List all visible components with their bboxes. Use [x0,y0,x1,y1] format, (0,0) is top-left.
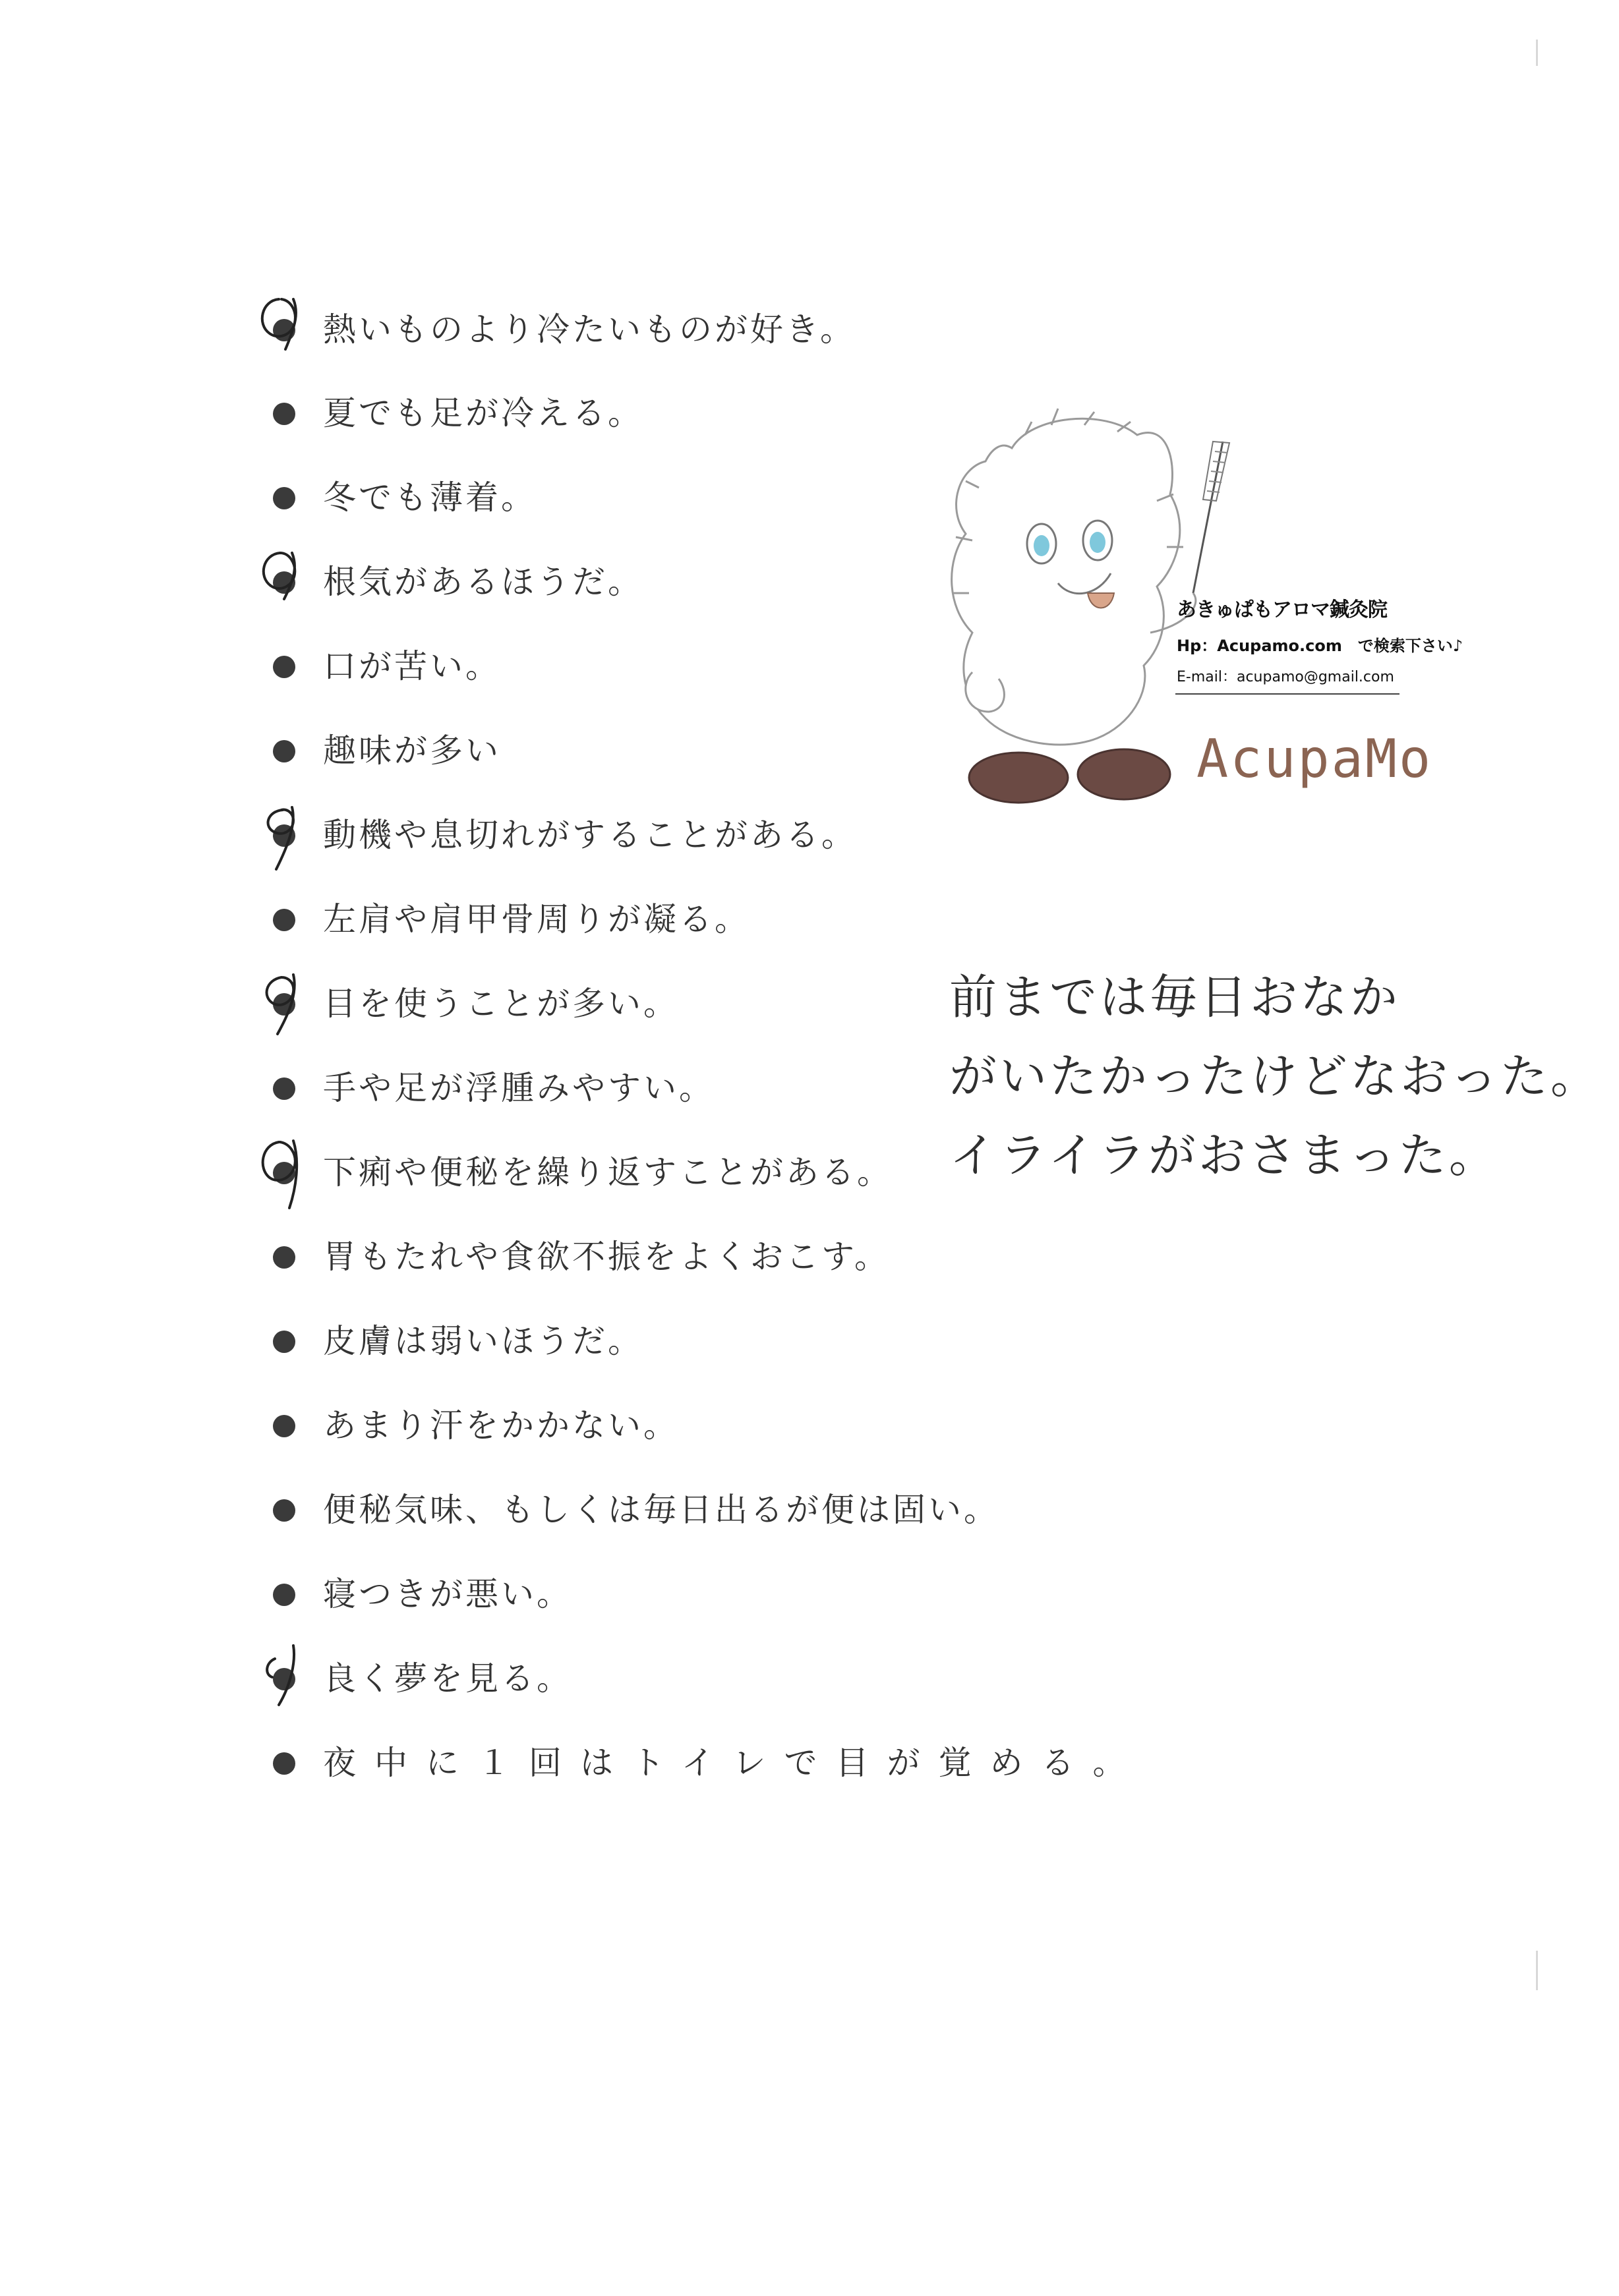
checklist-item-text: 下痢や便秘を繰り返すことがある。 [323,1153,893,1191]
checklist-item-text: 冬でも薄着。 [323,478,537,517]
circle-mark-icon [252,538,318,637]
circle-mark-icon [252,791,318,890]
brand-logo-text: AcupaMo [1196,728,1433,789]
checklist-item-text: 夏でも足が冷える。 [323,394,643,432]
checklist-item-text: あまり汗をかかない。 [323,1406,679,1445]
bullet-icon [273,403,295,425]
bullet-icon [273,1499,295,1522]
handwritten-note [949,959,1601,1209]
acupamo-stamp [933,395,1463,817]
shop-name: あきゅぱもアロマ鍼灸院 [1177,598,1387,621]
circle-mark-icon [252,960,318,1059]
note-line: 前までは毎日おなか [949,969,1401,1025]
circle-mark-icon [252,286,318,385]
check-mark-icon [252,1635,318,1734]
shop-email: E-mail：acupamo@gmail.com [1177,669,1394,685]
bullet-icon [273,909,295,931]
checklist-item-text: 左肩や肩甲骨周りが凝る。 [323,900,750,938]
scan-artifact [1536,1951,1538,1990]
bullet-icon [273,656,295,678]
checklist-item-text: 目を使うことが多い。 [323,985,679,1023]
shop-website: Hp：Acupamo.com で検索下さい♪ [1177,637,1463,655]
bullet-icon [273,1415,295,1437]
checklist-item-text: 根気があるほうだ。 [323,563,643,601]
bullet-icon [273,1584,295,1606]
bullet-icon [273,487,295,509]
bullet-icon [273,1077,295,1100]
checklist-item-text: 口が苦い。 [323,647,501,685]
bullet-icon [273,1246,295,1269]
checklist-item-text: 良く夢を見る。 [323,1659,572,1698]
checklist-item-text: 胃もたれや食欲不振をよくおこす。 [323,1238,890,1276]
checklist-item-text: 夜中に１回はトイレで目が覚める。 [323,1744,1144,1782]
checklist-item-text: 手や足が浮腫みやすい。 [323,1069,715,1107]
bullet-icon [273,1752,295,1775]
divider [1175,693,1399,695]
checklist-item-text: 寝つきが悪い。 [323,1575,572,1613]
checklist-item-text: 皮膚は弱いほうだ。 [323,1322,643,1360]
checklist-item-text: 動機や息切れがすることがある。 [323,816,857,854]
note-line: イライラがおさまった。 [949,1128,1499,1183]
checklist-item-text: 趣味が多い [323,732,501,770]
bullet-icon [273,1331,295,1353]
checklist-item-text: 便秘気味、もしくは毎日出るが便は固い。 [323,1491,999,1529]
note-line: がいたかったけどなおった。 [949,1048,1601,1104]
checklist-item-text: 熱いものより冷たいものが好き。 [323,310,856,349]
scan-artifact [1536,40,1538,66]
circle-mark-icon [252,1129,318,1228]
bullet-icon [273,740,295,762]
